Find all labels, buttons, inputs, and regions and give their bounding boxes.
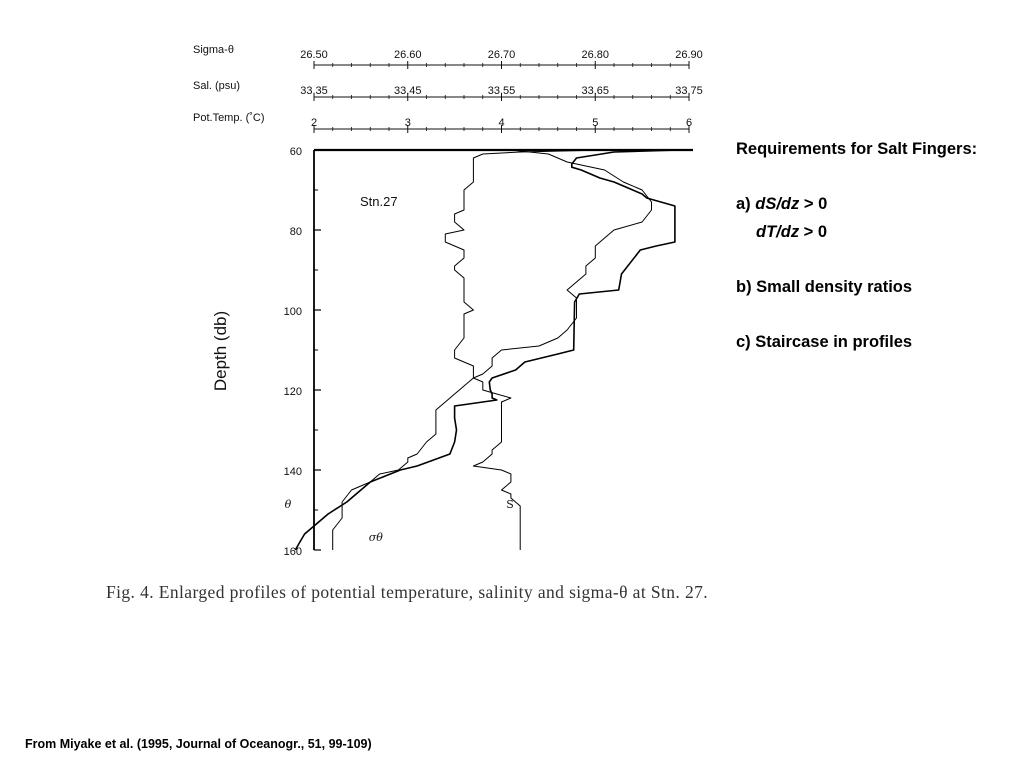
series-line-sigma-theta <box>333 150 652 550</box>
requirement-a1 <box>736 191 1021 219</box>
top-axis-tick-label: 26.90 <box>675 49 703 61</box>
depth-axis <box>284 146 321 558</box>
series-line-theta <box>295 150 679 550</box>
requirement-a1-expr: dS/dz <box>755 195 800 213</box>
requirement-a1-rest: > 0 <box>799 195 828 213</box>
depth-tick-label: 160 <box>283 546 302 558</box>
top-axis-tick-label: 33.35 <box>300 85 328 97</box>
series-label-sigma-theta: σθ <box>368 531 383 544</box>
requirement-a2 <box>736 219 1021 247</box>
depth-tick-label: 80 <box>289 226 302 238</box>
top-axis-tick-label: 33.45 <box>393 85 422 97</box>
depth-tick-label: 100 <box>283 306 302 318</box>
depth-tick-label: 60 <box>289 146 302 158</box>
top-axis-tick-label: 26.50 <box>300 49 328 61</box>
depth-axis-title: Depth (db) <box>211 310 230 392</box>
top-axis-name: Sigma-θ <box>193 44 234 56</box>
requirements-title: Requirements for Salt Fingers: <box>736 140 978 158</box>
top-axis-name: Pot.Temp. (˚C) <box>193 112 265 124</box>
depth-tick-label: 140 <box>283 466 302 478</box>
top-axis-tick-label: 33.75 <box>675 85 703 97</box>
top-axis-tick-label: 6 <box>685 117 693 129</box>
top-axis-tick-label: 5 <box>592 117 599 129</box>
series-layer <box>285 150 680 550</box>
requirement-c: c) Staircase in profiles <box>736 332 913 351</box>
top-axis-tick-label: 26.70 <box>487 49 516 61</box>
top-axis-tick-label: 33.65 <box>581 85 610 97</box>
requirement-a2-rest: > 0 <box>799 222 828 241</box>
requirement-b: b) Small density ratios <box>736 277 913 296</box>
top-axis-tick-label: 4 <box>498 117 505 129</box>
top-axis-tick-label: 3 <box>404 117 411 129</box>
requirement-a2-expr: dT/dz <box>756 222 800 241</box>
requirements-panel <box>736 136 1021 356</box>
series-label-salinity: S <box>506 498 514 511</box>
top-axis-tick-label: 2 <box>310 117 318 129</box>
top-axis-tick-label: 33.55 <box>487 85 516 97</box>
top-axis-tick-label: 26.60 <box>393 49 422 61</box>
top-axes <box>193 44 703 133</box>
top-axis-name: Sal. (psu) <box>193 80 241 92</box>
series-line-salinity <box>445 150 604 550</box>
series-label-theta: θ <box>284 498 292 511</box>
station-label: Stn.27 <box>360 194 398 209</box>
depth-tick-label: 120 <box>283 386 302 398</box>
source-citation: From Miyake et al. (1995, Journal of Oceanogr., 51, 99-109) <box>25 737 372 751</box>
figure-caption: Fig. 4. Enlarged profiles of potential temperature, salinity and sigma-θ at Stn. 27. <box>106 582 709 602</box>
requirement-a-prefix: a) <box>736 195 756 213</box>
top-axis-tick-label: 26.80 <box>581 49 610 61</box>
